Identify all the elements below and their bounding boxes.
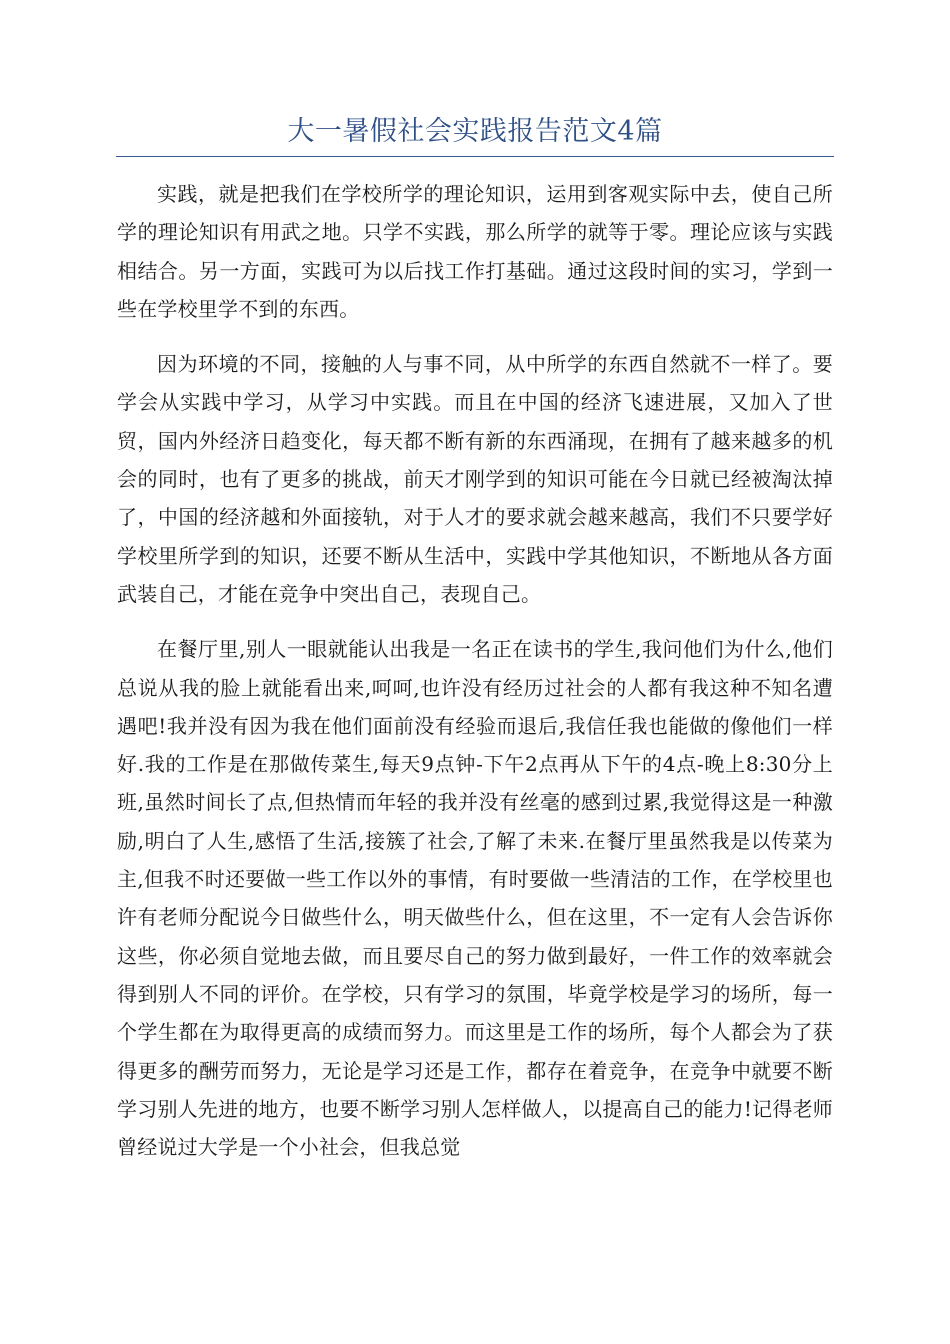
page-title: 大一暑假社会实践报告范文4篇 xyxy=(287,116,663,147)
paragraph: 在餐厅里,别人一眼就能认出我是一名正在读书的学生,我问他们为什么,他们总说从我的脸上就能看出来,呵呵,也许没有经历过社会的人都有我这种不知名遭遇吧!我并没有因为我在他们面前没有经验而退后,我信任我也能做的像他们一样好.我的工作是在那做传菜生,每天9点钟-下午2点再从下午的4点-晚上8:30分上班,虽然时间长了点,但热情而年轻的我并没有丝毫的感到过累,我觉得这是一种激励,明白了人生,感悟了生活,接簇了社会,了解了未来.在餐厅里虽然我是以传菜为主,但我不时还要做一些工作以外的事情，有时要做一些清洁的工作，在学校里也许有老师分配说今日做些什么，明天做些什么，但在这里，不一定有人会告诉你这些，你必须自觉地去做，而且要尽自己的努力做到最好，一件工作的效率就会得到别人不同的评价。在学校，只有学习的氛围，毕竟学校是学习的场所，每一个学生都在为取得更高的成绩而努力。而这里是工作的场所，每个人都会为了获得更多的酬劳而努力，无论是学习还是工作，都存在着竞争，在竞争中就要不断学习别人先进的地方，也要不断学习别人怎样做人，以提高自己的能力!记得老师曾经说过大学是一个小社会，但我总觉 xyxy=(117,637,833,1160)
paragraph: 因为环境的不同，接触的人与事不同，从中所学的东西自然就不一样了。要学会从实践中学习，从学习中实践。而且在中国的经济飞速进展，又加入了世贸，国内外经济日趋变化，每天都不断有新的东西涌现，在拥有了越来越多的机会的同时，也有了更多的挑战，前天才刚学到的知识可能在今日就已经被淘汰掉了，中国的经济越和外面接轨，对于人才的要求就会越来越高，我们不只要学好学校里所学到的知识，还要不断从生活中，实践中学其他知识，不断地从各方面武装自己，才能在竞争中突出自己，表现自己。 xyxy=(117,352,833,606)
title-block xyxy=(116,112,834,157)
paragraph: 实践，就是把我们在学校所学的理论知识，运用到客观实际中去，使自己所学的理论知识有用武之地。只学不实践，那么所学的就等于零。理论应该与实践相结合。另一方面，实践可为以后找工作打基础。通过这段时间的实习，学到一些在学校里学不到的东西。 xyxy=(117,182,833,321)
document-body xyxy=(117,175,833,1166)
